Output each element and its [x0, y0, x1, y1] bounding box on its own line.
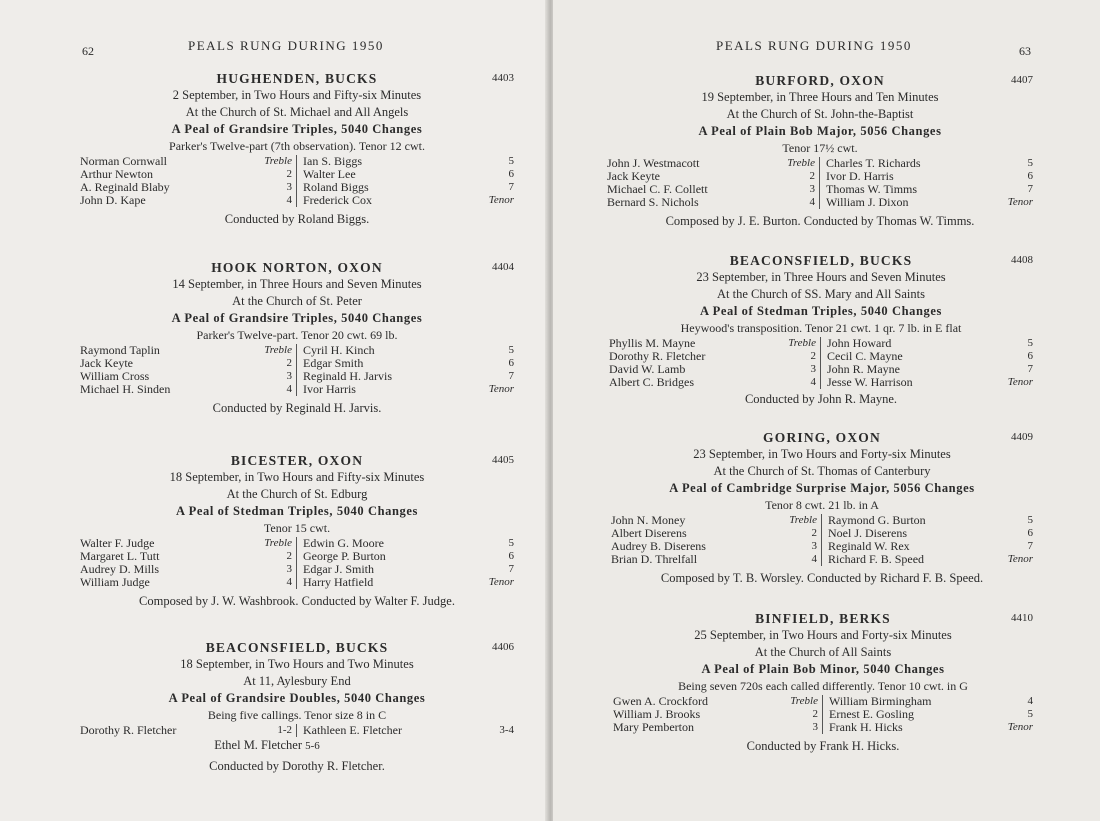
bell-number: Tenor [1007, 196, 1033, 208]
bell-number: 2 [286, 550, 292, 562]
peal-church: At the Church of St. Thomas of Canterbury [713, 464, 931, 478]
ringer-name: William Birmingham [829, 694, 932, 708]
peal-footer: Conducted by Frank H. Hicks. [746, 739, 900, 753]
bell-number: Treble [264, 537, 292, 549]
bell-number: 5-6 [305, 740, 320, 752]
peal-title: A Peal of Grandsire Triples, 5040 Changes [171, 122, 423, 136]
ringer-row [80, 576, 292, 589]
bell-number: Treble [787, 157, 815, 169]
bell-number: 4 [286, 576, 292, 588]
ringer-name: David W. Lamb [609, 362, 686, 376]
peal-title: A Peal of Grandsire Doubles, 5040 Changes [168, 691, 426, 705]
bell-number: 3-4 [499, 724, 514, 736]
bell-number: 5 [1027, 157, 1033, 169]
peal-date-time: 25 September, in Two Hours and Forty-six Minutes [694, 628, 952, 642]
ringer-name: Jack Keyte [80, 356, 133, 370]
peal-footer: Conducted by Dorothy R. Fletcher. [209, 759, 385, 773]
peal-place [607, 72, 1033, 89]
bell-number: 3 [809, 183, 815, 195]
ringer-name: Mary Pemberton [613, 720, 694, 734]
ringer-row [303, 576, 514, 589]
ringer-name: Cyril H. Kinch [303, 343, 375, 357]
peal-details: Being five callings. Tenor size 8 in C [207, 708, 387, 722]
peal-number: 4405 [492, 454, 514, 466]
ringer-row [303, 194, 514, 207]
ringer-name: Jesse W. Harrison [827, 375, 913, 389]
ringer-list [613, 695, 1033, 734]
ringer-name: Margaret L. Tutt [80, 549, 160, 563]
ringer-row [303, 383, 514, 396]
ringer-name: Walter F. Judge [80, 536, 155, 550]
peal-footer: Composed by J. W. Washbrook. Conducted by Walter F. Judge. [139, 594, 455, 608]
ringer-name: Edgar J. Smith [303, 562, 374, 576]
peal-number: 4406 [492, 641, 514, 653]
ringer-name: Audrey D. Mills [80, 562, 159, 576]
ringer-name: Bernard S. Nichols [607, 195, 699, 209]
place-name: BEACONSFIELD, BUCKS [729, 253, 913, 268]
peal-date-time: 19 September, in Three Hours and Ten Minutes [701, 90, 939, 104]
peal-date-time: 18 September, in Two Hours and Fifty-six Minutes [169, 470, 425, 484]
peal-title: A Peal of Plain Bob Minor, 5040 Changes [701, 662, 945, 676]
bell-number: 5 [508, 537, 514, 549]
place-name: HUGHENDEN, BUCKS [216, 71, 378, 86]
ringer-row [611, 553, 817, 566]
ringer-name: Richard F. B. Speed [828, 552, 925, 566]
ringer-name: William Cross [80, 369, 150, 383]
bell-number: 7 [508, 181, 514, 193]
peal-place [80, 452, 514, 469]
peal-number: 4404 [492, 261, 514, 273]
bell-number: 6 [1027, 350, 1033, 362]
bell-number: 7 [508, 370, 514, 382]
bell-number: 2 [809, 170, 815, 182]
ringer-row [826, 196, 1033, 209]
peal-place [609, 252, 1033, 269]
ringer-name: Raymond G. Burton [828, 513, 926, 527]
peal-footer: Conducted by John R. Mayne. [744, 392, 898, 406]
peal-details: Heywood's transposition. Tenor 21 cwt. 1 qr. 7 lb. in E flat [680, 321, 962, 335]
ringer-name: Dorothy R. Fletcher [80, 723, 177, 737]
bell-number: 4 [286, 383, 292, 395]
bell-number: 2 [286, 357, 292, 369]
ringer-name: Edwin G. Moore [303, 536, 384, 550]
peal-entry [80, 259, 514, 417]
ringer-list [80, 155, 514, 207]
ringer-row [80, 724, 292, 737]
ringer-name: A. Reginald Blaby [80, 180, 170, 194]
ringer-name: Frank H. Hicks [829, 720, 903, 734]
bell-number: 7 [1027, 183, 1033, 195]
ringer-name: Reginald H. Jarvis [303, 369, 392, 383]
bell-number: 1-2 [277, 724, 292, 736]
peal-details: Tenor 17½ cwt. [782, 141, 858, 155]
page-number: 63 [1019, 44, 1031, 58]
ringer-name: Frederick Cox [303, 193, 372, 207]
peal-number: 4409 [1011, 431, 1033, 443]
bell-number: Treble [264, 344, 292, 356]
ringer-row [80, 383, 292, 396]
peal-place [80, 70, 514, 87]
place-name: BINFIELD, BERKS [755, 611, 891, 626]
bell-number: 3 [810, 363, 816, 375]
bell-number: 4 [809, 196, 815, 208]
ringer-name: Kathleen E. Fletcher [303, 723, 402, 737]
bell-number: 5 [508, 344, 514, 356]
peal-title: A Peal of Grandsire Triples, 5040 Changes [171, 311, 423, 325]
peal-entry [613, 610, 1033, 755]
ringer-name: Norman Cornwall [80, 154, 167, 168]
ringer-list [80, 537, 514, 589]
ringer-name: Ethel M. Fletcher [214, 738, 303, 752]
bell-number: 6 [1027, 527, 1033, 539]
ringer-name: Phyllis M. Mayne [609, 336, 696, 350]
bell-number: Treble [790, 695, 818, 707]
place-name: HOOK NORTON, OXON [211, 260, 383, 275]
peal-date-time: 2 September, in Two Hours and Fifty-six Minutes [172, 88, 422, 102]
ringer-list [611, 514, 1033, 566]
bell-number: 7 [508, 563, 514, 575]
peal-church: At the Church of St. John-the-Baptist [726, 107, 914, 121]
bell-number: Tenor [488, 576, 514, 588]
left-page [0, 0, 549, 821]
ringer-name: William J. Brooks [613, 707, 701, 721]
peal-title: A Peal of Stedman Triples, 5040 Changes [699, 304, 943, 318]
bell-number: 3 [286, 563, 292, 575]
peal-church: At the Church of St. Edburg [226, 487, 368, 501]
ringer-name: William Judge [80, 575, 150, 589]
bell-number: 7 [1027, 540, 1033, 552]
bell-number: 6 [508, 550, 514, 562]
peal-number: 4407 [1011, 74, 1033, 86]
bell-number: Tenor [1007, 721, 1033, 733]
bell-number: 5 [508, 155, 514, 167]
ringer-name: Thomas W. Timms [826, 182, 918, 196]
bell-number: 4 [811, 553, 817, 565]
bell-number: Tenor [488, 194, 514, 206]
bell-number: 3 [286, 181, 292, 193]
ringer-row [303, 724, 514, 737]
bell-number: 2 [286, 168, 292, 180]
peal-date-time: 23 September, in Three Hours and Seven Minutes [696, 270, 946, 284]
ringer-list [80, 344, 514, 396]
peal-entry [80, 639, 514, 775]
peal-date-time: 14 September, in Three Hours and Seven Minutes [172, 277, 422, 291]
place-name: BICESTER, OXON [230, 453, 364, 468]
peal-place [80, 639, 514, 656]
peal-details: Parker's Twelve-part. Tenor 20 cwt. 69 lb. [196, 328, 398, 342]
ringer-name: Michael C. F. Collett [607, 182, 708, 196]
bell-number: 2 [810, 350, 816, 362]
ringer-row [609, 376, 816, 389]
peal-entry [607, 72, 1033, 230]
bell-number: 6 [508, 357, 514, 369]
ringer-name: Roland Biggs [303, 180, 369, 194]
bell-number: 4 [810, 376, 816, 388]
peal-details: Parker's Twelve-part (7th observation). Tenor 12 cwt. [169, 139, 425, 153]
ringer-list [607, 157, 1033, 209]
place-name: GORING, OXON [763, 430, 881, 445]
ringer-name: Edgar Smith [303, 356, 364, 370]
peal-church: At 11, Aylesbury End [243, 674, 351, 688]
ringer-name: Cecil C. Mayne [827, 349, 903, 363]
ringer-name: Ernest E. Gosling [829, 707, 914, 721]
peal-details: Tenor 8 cwt. 21 lb. in A [765, 498, 879, 512]
ringer-name: Jack Keyte [607, 169, 660, 183]
bell-number: 3 [811, 540, 817, 552]
peal-footer: Conducted by Reginald H. Jarvis. [212, 401, 382, 415]
peal-church: At the Church of St. Peter [232, 294, 362, 308]
bell-number: Treble [789, 514, 817, 526]
bell-number: 4 [286, 194, 292, 206]
ringer-name: Dorothy R. Fletcher [609, 349, 706, 363]
ringer-row [607, 196, 815, 209]
bell-number: Tenor [1007, 376, 1033, 388]
peal-details: Tenor 15 cwt. [263, 521, 331, 535]
bell-number: 5 [1027, 514, 1033, 526]
place-name: BEACONSFIELD, BUCKS [205, 640, 389, 655]
running-head: PEALS RUNG DURING 1950 [716, 38, 912, 53]
ringer-row [829, 721, 1033, 734]
peal-number: 4410 [1011, 612, 1033, 624]
peal-date-time: 23 September, in Two Hours and Forty-six Minutes [693, 447, 951, 461]
peal-footer: Composed by J. E. Burton. Conducted by Thomas W. Timms. [665, 214, 975, 228]
ringer-name: Ivor D. Harris [826, 169, 894, 183]
bell-number: 5 [1027, 337, 1033, 349]
ringer-name: Michael H. Sinden [80, 382, 171, 396]
peal-church: At the Church of St. Michael and All Angels [185, 105, 409, 119]
ringer-name: Reginald W. Rex [828, 539, 910, 553]
peal-church: At the Church of All Saints [754, 645, 892, 659]
ringer-name: Ivor Harris [303, 382, 356, 396]
bell-number: 6 [1027, 170, 1033, 182]
ringer-name: John J. Westmacott [607, 156, 700, 170]
peal-number: 4408 [1011, 254, 1033, 266]
ringer-name: Albert C. Bridges [609, 375, 694, 389]
peal-title: A Peal of Cambridge Surprise Major, 5056 Changes [669, 481, 975, 495]
bell-number: 3 [286, 370, 292, 382]
bell-number: Treble [788, 337, 816, 349]
place-name: BURFORD, OXON [755, 73, 885, 88]
bell-number: 4 [1027, 695, 1033, 707]
ringer-name: John N. Money [611, 513, 686, 527]
ringer-name: John Howard [827, 336, 892, 350]
bell-number: Tenor [488, 383, 514, 395]
peal-place [611, 429, 1033, 446]
right-page [553, 0, 1100, 821]
peal-entry [80, 70, 514, 228]
peal-title: A Peal of Plain Bob Major, 5056 Changes [698, 124, 942, 138]
bell-number: 7 [1027, 363, 1033, 375]
peal-details: Being seven 720s each called differently. Tenor 10 cwt. in G [678, 679, 968, 693]
ringer-name: Ian S. Biggs [303, 154, 363, 168]
bell-number: 3 [812, 721, 818, 733]
ringer-name: John R. Mayne [827, 362, 900, 376]
ringer-name: Walter Lee [303, 167, 356, 181]
peal-footer: Composed by T. B. Worsley. Conducted by Richard F. B. Speed. [660, 571, 984, 585]
ringer-name: Charles T. Richards [826, 156, 921, 170]
peal-date-time: 18 September, in Two Hours and Two Minutes [180, 657, 414, 671]
bell-number: 5 [1027, 708, 1033, 720]
bell-number: Tenor [1007, 553, 1033, 565]
ringer-row [828, 553, 1033, 566]
bell-number: 2 [812, 708, 818, 720]
ringer-name: Audrey B. Diserens [611, 539, 706, 553]
ringer-list [609, 337, 1033, 389]
peal-footer: Conducted by Roland Biggs. [224, 212, 370, 226]
ringer-name: William J. Dixon [826, 195, 909, 209]
page-number: 62 [82, 44, 94, 58]
ringer-row [20, 737, 514, 755]
ringer-name: Noel J. Diserens [828, 526, 907, 540]
ringer-name: John D. Kape [80, 193, 146, 207]
ringer-name: George P. Burton [303, 549, 386, 563]
ringer-list [80, 724, 514, 737]
ringer-name: Brian D. Threlfall [611, 552, 698, 566]
ringer-name: Arthur Newton [80, 167, 153, 181]
peal-number: 4403 [492, 72, 514, 84]
ringer-name: Harry Hatfield [303, 575, 374, 589]
ringer-row [80, 194, 292, 207]
peal-place [80, 259, 514, 276]
peal-entry [611, 429, 1033, 587]
peal-entry [609, 252, 1033, 408]
bell-number: 2 [811, 527, 817, 539]
peal-church: At the Church of SS. Mary and All Saints [717, 287, 925, 301]
ringer-name: Gwen A. Crockford [613, 694, 708, 708]
ringer-name: Albert Diserens [611, 526, 687, 540]
peal-title: A Peal of Stedman Triples, 5040 Changes [175, 504, 419, 518]
running-head: PEALS RUNG DURING 1950 [188, 38, 384, 53]
peal-place [613, 610, 1033, 627]
bell-number: Treble [264, 155, 292, 167]
ringer-row [613, 721, 818, 734]
ringer-name: Raymond Taplin [80, 343, 160, 357]
bell-number: 6 [508, 168, 514, 180]
ringer-row [827, 376, 1033, 389]
peal-entry [80, 452, 514, 610]
